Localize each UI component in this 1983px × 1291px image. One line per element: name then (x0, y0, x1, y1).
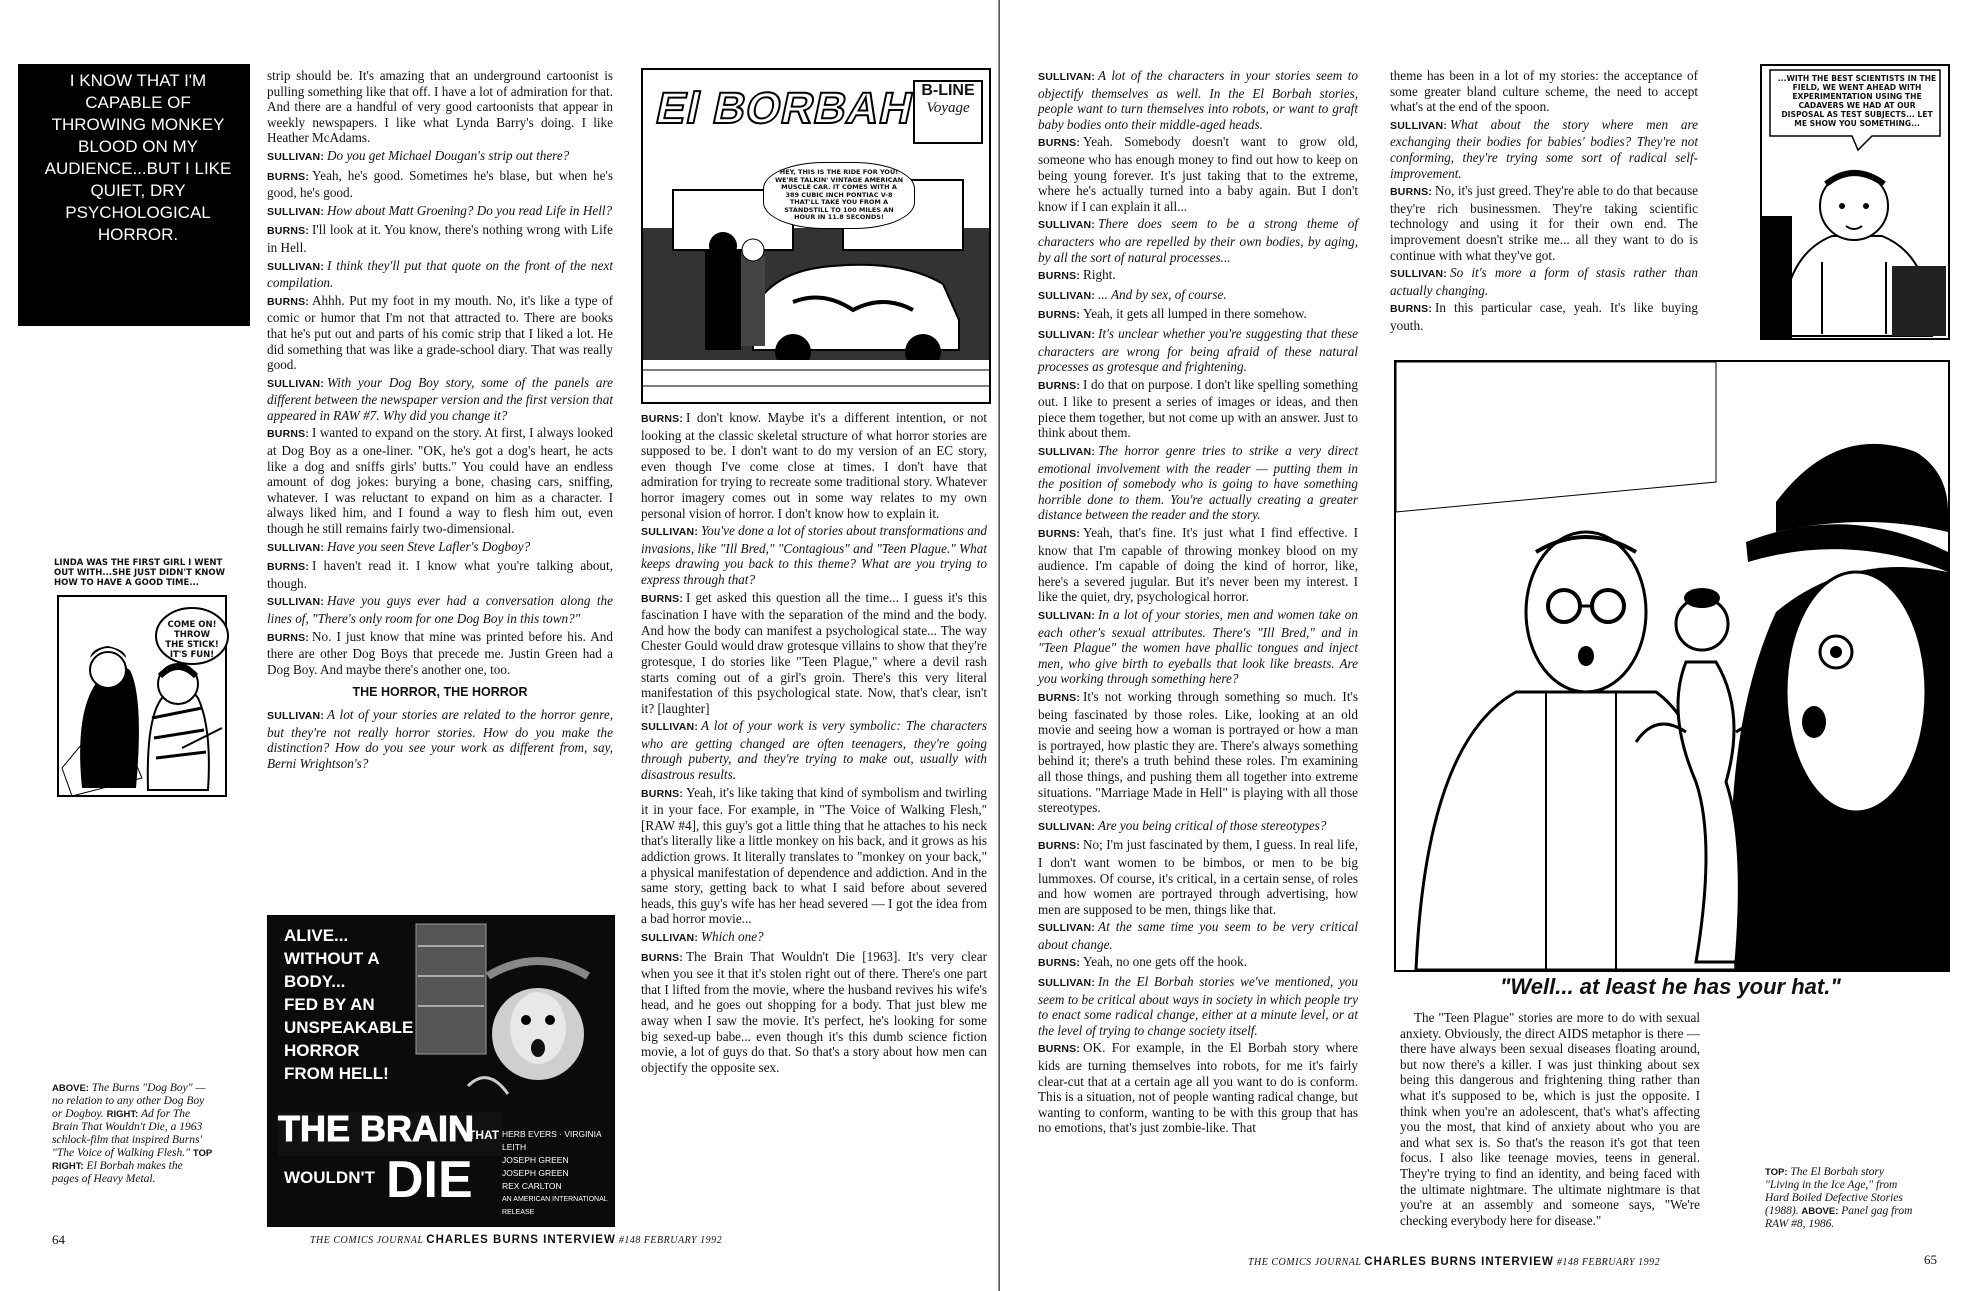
ad-tagline-line: UNSPEAKABLE (284, 1018, 414, 1037)
dogboy-balloon: COME ON! THROW THE STICK! IT'S FUN! (165, 620, 219, 660)
speaker-label: BURNS: (641, 951, 684, 964)
question: Have you seen Steve Lafler's Dogboy? (327, 538, 531, 554)
speaker-label: BURNS: (267, 295, 310, 308)
page-number-right: 65 (1924, 1252, 1937, 1267)
speaker-label: BURNS: (641, 787, 684, 800)
answer: I do that on purpose. I don't like spelling something out. I like to present a series of images or ideas, and then piece them together, but not come up with an answer. Just to think about them. (1038, 376, 1358, 441)
interview-column-3 (1038, 68, 1358, 1138)
answer: Yeah. Somebody doesn't want to grow old, someone who has enough money to find out how to keep on being young forever. It's just taking that to the extreme, where he's actually turned into a baby again. But I don't know if I can explain it all... (1038, 134, 1358, 214)
caption-top-text: The El Borbah story "Living in the Ice Age," from Hard Boiled Defective Stories (1988). (1765, 1166, 1903, 1217)
question: How about Matt Groening? Do you read Life in Hell? (327, 202, 613, 218)
pull-quote (18, 64, 250, 326)
page-number-left: 64 (52, 1232, 65, 1247)
speaker-label: SULLIVAN: (1390, 268, 1448, 281)
question: It's unclear whether you're suggesting that these characters are wrong for being afraid of these natural processes as grotesque and frightening. (1038, 325, 1358, 375)
answer: I haven't read it. I know what you're talking about, though. (267, 558, 613, 591)
ad-title-3: DIE (386, 1151, 473, 1209)
ad-title-that: THAT (468, 1128, 500, 1142)
speaker-label: SULLIVAN: (1038, 71, 1096, 83)
speaker-label: SULLIVAN: (267, 596, 325, 609)
col5-paragraph: The "Teen Plague" stories are more to do with sexual anxiety. Obviously, the direct AIDS metaphor is there — there have always been sexual diseases floating around, but now there's a killer. I was just thinking about sex being this dangerous and frightening thing rather than what it's supposed to be, which is just the opposite. I think when you're an adolescent, that's what's affecting you the most, that kind of anxiety about who you are and what sex is. So that's the reason it's got that teen focus. I also like teenage movies, teens in general. They're trying to find an identity, and being faced with the ultimate nightmare. The ultimate nightmare is that you're at an assembly and someone says, "We're checking everybody here for disease." (1400, 1010, 1700, 1228)
caption-right-tag: RIGHT: (106, 1109, 139, 1120)
ad-credits (502, 1128, 610, 1219)
ad-tagline-line: BODY... (284, 972, 346, 991)
footer-journal: THE COMICS JOURNAL (310, 1235, 424, 1246)
answer: I don't know. Maybe it's a different intention, or not looking at the classic skeletal structure of what horror stories are supposed to be. I don't want to do my version of an EC story, even though I've come close at times. I don't have that admiration for trying to recreate some traditional story. Whatever horror imagery comes out in some way relates to my own personal vision of horror. I don't know how to explain it. (641, 410, 987, 521)
ad-tagline-line: HORROR (284, 1041, 360, 1060)
col4-paragraph: theme has been in a lot of my stories: the acceptance of some greater bland culture scheme, the need to accept what's at the end of the spoon. (1390, 68, 1698, 115)
hat-gag-drawing (1396, 362, 1948, 970)
speaker-label: SULLIVAN: (1038, 446, 1096, 459)
interview-column-2 (641, 410, 987, 1077)
interview-column-1 (267, 68, 613, 773)
speaker-label: BURNS: (267, 225, 310, 238)
question: In the El Borbah stories we've mentioned, you seem to be critical about ways in society in which people try to enact some radical change, either at a minute level, or at the level of trying to change society itself. (1038, 974, 1358, 1038)
answer: I wanted to expand on the story. At first, I always looked at Dog Boy as a one-liner. "OK, he's got a dog's heart, he acts like a dog and sniffs girls' butts." You could have an endless amount of dog jokes: burying a bone, chasing cars, sniffing, whatever. I was reluctant to expand on him as a character. I always liked him, and I found a way to flesh him out, even though he still remains fairly two-dimensional. (267, 425, 613, 537)
ad-tagline-line: WITHOUT A (284, 949, 380, 968)
question: Do you get Michael Dougan's strip out there? (327, 147, 570, 163)
speaker-label: SULLIVAN: (267, 377, 325, 390)
question: Are you being critical of those stereotypes? (1098, 817, 1327, 833)
answer: Yeah, it's like taking that kind of symbolism and twirling it in your face. For example, in "The Voice of Walking Flesh," [RAW #4], this guy's got a little thing that he attaches to his neck that's literally like a little monkey on his back, and it grows as his addiction grows. It literally translates to "monkey on your back," a physical manifestation of dependence and addiction. And in the same story, getting back to what I said before about severed heads, this guy's wife has her head severed — I got the idea from a bad horror movie... (641, 784, 987, 927)
speaker-label: SULLIVAN: (641, 721, 699, 734)
elborbah-balloon: HEY, THIS IS THE RIDE FOR YOU! WE'RE TALKIN' VINTAGE AMERICAN MUSCLE CAR. IT COMES WITH A 389 CUBIC INCH PONTIAC V-8 THAT'LL TAKE YOU FROM A STANDSTILL TO 100 MILES AN HOUR IN 11.8 SECONDS! (763, 162, 915, 229)
ad-tagline-line: FED BY AN (284, 995, 375, 1014)
answer: Yeah, that's fine. It's just what I find effective. I know that I'm capable of throwing monkey blood on my audience. I'm capable of doing the kind of horror, like, here's a severed jugular. But it's never been my interest. I like the quiet, dry, psychological horror. (1038, 525, 1358, 605)
speaker-label: BURNS: (1038, 137, 1081, 150)
speaker-label: SULLIVAN: (1038, 328, 1096, 341)
ad-tagline (284, 924, 413, 1085)
answer: Yeah, no one gets off the hook. (1083, 954, 1248, 970)
question: Which one? (701, 929, 764, 944)
right-caption (1765, 1166, 1915, 1231)
answer: It's not working through something so much. It's being fascinated by those roles. Like, looking at an old movie and seeing how a woman is portrayed or how a man is portrayed, how plastic they are. There's always something behind it; there's a truth behind these roles. I'm examining all those things, and pushing them all together into extreme situations. "Marriage Made in Hell" is playing with all those stereotypes. (1038, 688, 1358, 816)
speaker-label: SULLIVAN: (267, 709, 325, 722)
caption-topright-text: El Borbah makes the pages of Heavy Metal. (52, 1160, 183, 1185)
speaker-label: BURNS: (1038, 309, 1081, 322)
elborbah-sublogo-line: B-LINE (921, 82, 975, 99)
elborbah-sublogo-line: Voyage (926, 100, 970, 116)
dogboy-panel (52, 558, 230, 803)
ad-credit: AN AMERICAN INTERNATIONAL RELEASE (502, 1196, 608, 1216)
speaker-label: SULLIVAN: (1038, 820, 1096, 833)
pull-quote-text: I KNOW THAT I'M CAPABLE OF THROWING MONKEY BLOOD ON MY AUDIENCE...BUT I LIKE QUIET, DRY PSYCHOLOGICAL HORROR. (44, 71, 232, 244)
speaker-label: BURNS: (1038, 270, 1081, 283)
speaker-label: BURNS: (1038, 957, 1081, 970)
speaker-label: SULLIVAN: (267, 150, 325, 163)
speaker-label: BURNS: (267, 170, 310, 183)
answer: Ahhh. Put my foot in my mouth. No, it's like a type of comic or humor that I'm not that attracted to. There are books that he's put out and parts of his comic strip that I liked a lot. He did something that was like a grade-school diary. That was really good. (267, 292, 613, 373)
footer-issue: #148 FEBRUARY 1992 (618, 1235, 723, 1246)
answer: No. I just know that mine was printed before his. And there are other Dog Boys that precede me. Justin Green had a Dog Boy. And maybe there's another one, too. (267, 628, 613, 677)
speaker-label: SULLIVAN: (641, 932, 699, 944)
question: I think they'll put that quote on the front of the next compilation. (267, 257, 613, 291)
question: At the same time you seem to be very critical about change. (1038, 919, 1358, 952)
answer: The Brain That Wouldn't Die [1963]. It's very clear when you see it that it's stolen right out of there. There's one part that I lifted from the movie, where the husband revives his wife's head, and he goes out shopping for a body. That just blew me away when I saw the movie. It's perfect, he's looking for some big sexed-up babe... even though it's this dumb science fiction movie, a lot of guys do that. So that's a story about how men can objectify the opposite sex. (641, 948, 987, 1075)
col1-paragraph: strip should be. It's amazing that an underground cartoonist is pulling something like that off. I have a lot of admiration for that. And there are a handful of very good cartoonists that appear in weekly newspapers. I like what Lynda Barry's doing. I like Heather McAdams. (267, 68, 613, 146)
speaker-label: BURNS: (1038, 840, 1081, 853)
caption-above-tag: ABOVE: (52, 1083, 89, 1094)
question: A lot of your stories are related to the horror genre, but they're not really horror stories. How do you make the distinction? How do you see your work as different from, say, Berni Wrightson's? (267, 706, 613, 771)
section-heading: THE HORROR, THE HORROR (352, 685, 528, 700)
ad-tagline-line: ALIVE... (284, 926, 349, 945)
answer: No, it's just greed. They're able to do that because they're rich businessmen. They're taking scientific technology and using it for their own end. The improvement doesn't strike me... all they want to do is continue with what they've got. (1390, 183, 1698, 263)
answer: Right. (1083, 267, 1116, 283)
question: The horror genre tries to strike a very direct emotional involvement with the reader — putting them in the position of somebody who is going to have something horrible done to them. You're actually creating a greater distance between the reader and the story. (1038, 443, 1358, 523)
question: So it's more a form of stasis rather than actually changing. (1390, 265, 1698, 298)
speaker-label: BURNS: (1038, 1043, 1081, 1056)
speaker-label: SULLIVAN: (1038, 219, 1096, 232)
speaker-label: SULLIVAN: (641, 526, 699, 539)
footer-issue: #148 FEBRUARY 1992 (1556, 1257, 1661, 1268)
speaker-label: SULLIVAN: (267, 260, 325, 273)
question: In a lot of your stories, men and women take on each other's sexual attributes. There's "Ill Bred," and in "Teen Plague" the women have phallic tongues and inject men, who give birth to eyeballs that look like breasts. Are you working through something here? (1038, 607, 1358, 687)
answer: Yeah, it gets all lumped in there somehow. (1083, 306, 1307, 322)
scientist-panel (1760, 64, 1950, 340)
elborbah-panel (641, 68, 991, 404)
interview-column-5 (1400, 1010, 1700, 1230)
scientist-balloon: ...WITH THE BEST SCIENTISTS IN THE FIELD, WE WENT AHEAD WITH EXPERIMENTATION USING THE CADAVERS WE HAD AT OUR DISPOSAL AS TEST SUBJECTS... LET ME SHOW YOU SOMETHING... (1777, 74, 1937, 128)
caption-right-text: Ad for The Brain That Wouldn't Die, a 1963 schlock-film that inspired Burns' "The Voice of Walking Flesh." (52, 1108, 203, 1159)
ad-title-2: WOULDN'T (284, 1168, 375, 1187)
question: A lot of your work is very symbolic: The characters who are getting changed are often teenagers, they're going through puberty, and they're trying to make out, usually with disastrous results. (641, 718, 987, 783)
ad-title-1: THE BRAIN (278, 1108, 474, 1149)
ad-credit: JOSEPH GREEN (502, 1155, 569, 1165)
ad-credit: JOSEPH GREEN (502, 1168, 569, 1178)
caption-topright-tag: TOP RIGHT: (52, 1148, 213, 1172)
question: With your Dog Boy story, some of the panels are different between the newspaper version and the first version that appeared in RAW #7. Why did you change it? (267, 374, 613, 423)
movie-ad (267, 915, 615, 1227)
question: There does seem to be a strong theme of characters who are repelled by their own bodies, by aging, by all the sort of natural processes... (1038, 216, 1358, 265)
hat-gag-caption: "Well... at least he has your hat." (1500, 974, 1841, 999)
caption-top-tag: TOP: (1765, 1167, 1788, 1178)
ad-credit: HERB EVERS · VIRGINIA LEITH (502, 1129, 602, 1152)
speaker-label: SULLIVAN: (267, 541, 325, 554)
speaker-label: SULLIVAN: (1038, 922, 1096, 935)
speaker-label: SULLIVAN: (1038, 610, 1096, 622)
answer: I'll look at it. You know, there's nothing wrong with Life in Hell. (267, 222, 613, 255)
caption-above-text: The Burns "Dog Boy" — no relation to any other Dog Boy or Dogboy. (52, 1082, 206, 1120)
left-caption (52, 1082, 212, 1186)
ad-credit: REX CARLTON (502, 1181, 562, 1191)
question: What about the story where men are exchanging their bodies for babies' bodies? They're not conforming, they're trying some sort of radical self-improvement. (1390, 116, 1698, 181)
footer-title: CHARLES BURNS INTERVIEW (426, 1234, 616, 1246)
speaker-label: BURNS: (1390, 303, 1433, 316)
dogboy-caption: LINDA WAS THE FIRST GIRL I WENT OUT WITH...SHE JUST DIDN'T KNOW HOW TO HAVE A GOOD TIME... (54, 558, 226, 588)
speaker-label: BURNS: (267, 428, 310, 441)
speaker-label: BURNS: (641, 592, 684, 605)
question: Have you guys ever had a conversation along the lines of, "There's only room for one Dog Boy in this town?" (267, 593, 613, 626)
hat-gag-panel (1394, 360, 1950, 972)
speaker-label: SULLIVAN: (1038, 289, 1096, 302)
speaker-label: SULLIVAN: (1038, 977, 1096, 990)
answer: No; I'm just fascinated by them, I guess. In real life, I don't want women to be bimbos, or men to be big lummoxes. Of course, it's critical, in a certain sense, of roles and how women are portrayed through advertising, how men are supposed to be men, things like that. (1038, 837, 1358, 917)
speaker-label: BURNS: (267, 631, 310, 644)
right-page (1000, 0, 1983, 1291)
speaker-label: SULLIVAN: (1390, 119, 1448, 132)
caption-above-tag: ABOVE: (1801, 1206, 1839, 1217)
speaker-label: BURNS: (641, 413, 684, 425)
speaker-label: BURNS: (1038, 528, 1081, 541)
interview-column-4 (1390, 68, 1698, 336)
answer: OK. For example, in the El Borbah story where kids are turning themselves into robots, for me it's fairly clear-cut that at a certain age all you want to do is conform. This is a situation, not of people wanting radical change, but wanting to conform, wanting to be with this group that has no emotions, that's just zombie-like. That (1038, 1040, 1358, 1136)
speaker-label: SULLIVAN: (267, 205, 325, 218)
answer: I get asked this question all the time... I guess it's this fascination I have with the separation of the mind and the body. And how the body can manifest a psychological state... The way Chester Gould would draw grotesque villains to show that they're grotesque, I do stories like "Teen Plague," where a devil rash starts coming out of a girl's groin. There's this very literal manifestation of this psychological state. Now, that's clear, isn't it? [laughter] (641, 589, 987, 716)
speaker-label: BURNS: (1390, 186, 1433, 199)
speaker-label: BURNS: (1038, 691, 1081, 704)
caption-above-text: Panel gag from RAW #8, 1986. (1765, 1205, 1913, 1230)
speaker-label: BURNS: (267, 561, 310, 574)
elborbah-logo: El BORBAH (651, 84, 919, 133)
question: ... And by sex, of course. (1098, 286, 1227, 302)
footer-title: CHARLES BURNS INTERVIEW (1364, 1256, 1554, 1268)
answer: In this particular case, yeah. It's like buying youth. (1390, 300, 1698, 333)
elborbah-sublogo (913, 80, 983, 144)
question: You've done a lot of stories about transformations and invasions, like "Ill Bred," "Contagious" and "Teen Plague." What keeps drawing you back to this theme? What are you trying to express through that? (641, 523, 987, 587)
dogboy-drawing (52, 558, 230, 803)
question: A lot of the characters in your stories seem to objectify themselves as well. In the El Borbah stories, people want to turn themselves into robots, or want to graft baby bodies onto their middle-aged heads. (1038, 68, 1358, 132)
footer-journal: THE COMICS JOURNAL (1248, 1257, 1362, 1268)
answer: Yeah, he's good. Sometimes he's blase, but when he's good, he's good. (267, 167, 613, 201)
ad-tagline-line: FROM HELL! (284, 1064, 389, 1083)
footer-right (1248, 1256, 1660, 1268)
footer-left (310, 1234, 722, 1246)
speaker-label: BURNS: (1038, 379, 1081, 392)
